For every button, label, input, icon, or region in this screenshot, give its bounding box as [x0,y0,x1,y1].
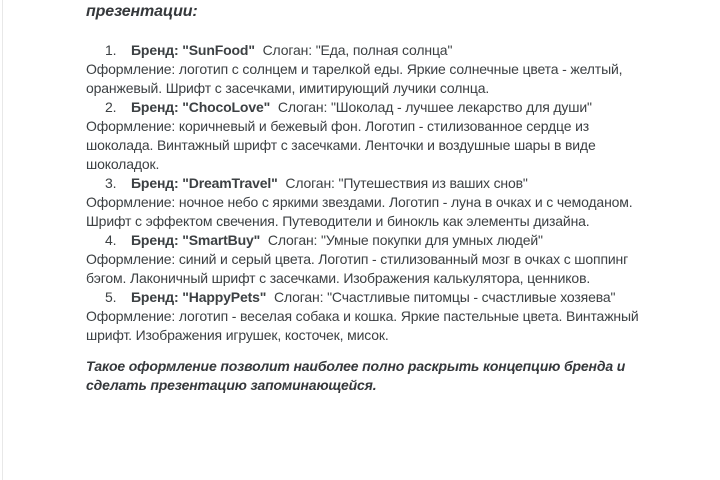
document-content [86,2,646,395]
brand-name: Бренд: "ChocoLove" [131,99,271,115]
brand-item-line [86,98,646,117]
brand-slogan: Слоган: "Шоколад - лучшее лекарство для души" [277,99,592,115]
brand-name: Бренд: "DreamTravel" [131,175,278,191]
brand-item-line [86,41,646,60]
brand-description-line: шоколада. Винтажный шрифт с засечками. Ленточки и воздушные шары в виде [86,137,596,153]
brand-slogan: Слоган: "Еда, полная солнца" [262,42,453,58]
brand-name: Бренд: "SmartBuy" [131,232,261,248]
list-number: 4. [105,232,117,248]
brand-description-line: Оформление: логотип с солнцем и тарелкой еды. Яркие солнечные цвета - желтый, [86,61,623,77]
brand-description-line: Оформление: коричневый и бежевый фон. Логотип - стилизованное сердце из [86,118,590,134]
closing-line: сделать презентацию запоминающейся. [86,377,377,393]
brand-slogan: Слоган: "Умные покупки для умных людей" [267,232,543,248]
brand-item-line [86,231,646,250]
brand-slogan: Слоган: "Счастливые питомцы - счастливые хозяева" [273,289,616,305]
list-number: 5. [105,289,117,305]
brand-description-line: оранжевый. Шрифт с засечками, имитирующий лучики солнца. [86,80,490,96]
brand-description-line: Оформление: логотип - веселая собака и кошка. Яркие пастельные цвета. Винтажный [86,308,639,324]
brand-list [86,41,646,345]
brand-description-line: бэгом. Лаконичный шрифт с засечками. Изображения калькулятора, ценников. [86,270,591,286]
left-border-line [2,0,3,480]
brand-description-line: шрифт. Изображения игрушек, косточек, мисок. [86,327,389,343]
brand-item-line [86,174,646,193]
brand-description-line: Шрифт с эффектом свечения. Путеводители и бинокль как элементы дизайна. [86,213,590,229]
list-number: 2. [105,99,117,115]
brand-description-line: Оформление: синий и серый цвета. Логотип - стилизованный мозг в очках с шоппинг [86,251,629,267]
list-number: 3. [105,175,117,191]
closing-line: Такое оформление позволит наиболее полно раскрыть концепцию бренда и [86,358,626,374]
closing-paragraph [86,357,646,395]
brand-description-line: Оформление: ночное небо с яркими звездами. Логотип - луна в очках и с чемоданом. [86,194,633,210]
list-number: 1. [105,42,117,58]
brand-description-line: шоколадок. [86,156,160,172]
brand-name: Бренд: "SunFood" [131,42,255,58]
brand-name: Бренд: "HappyPets" [131,289,267,305]
section-heading: презентации: [86,3,198,20]
brand-item-line [86,288,646,307]
brand-slogan: Слоган: "Путешествия из ваших снов" [285,175,528,191]
